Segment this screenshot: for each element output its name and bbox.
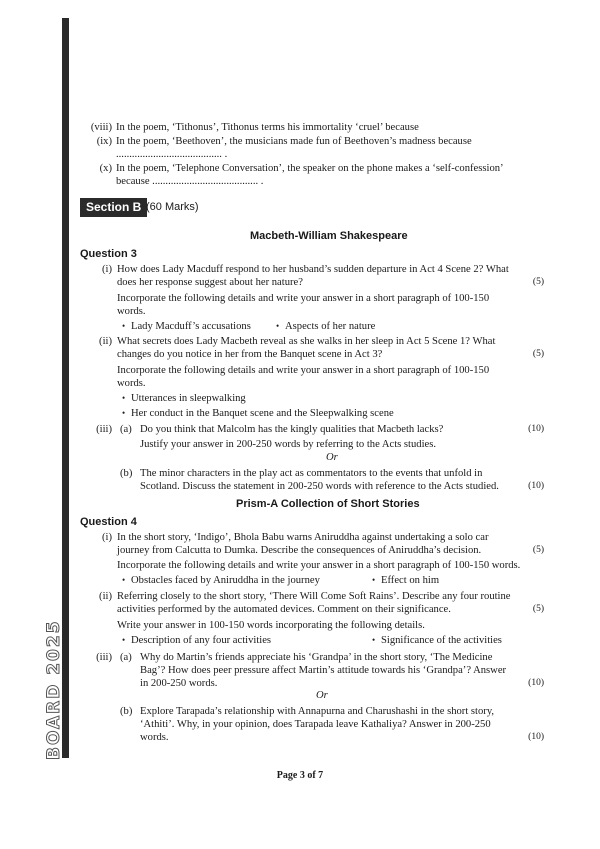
instruction-text: words.	[117, 306, 146, 317]
question-text: ........................................ .	[116, 149, 228, 160]
instruction-text: Incorporate the following details and write your answer in a short paragraph of 100-150	[117, 365, 490, 376]
question-text: In the poem, ‘Tithonus’, Tithonus terms his immortality ‘cruel’ because	[116, 122, 419, 133]
page-number: Page 3 of 7	[276, 770, 324, 781]
question-text: Why do Martin’s friends appreciate his ‘Grandpa’ in the short story, ‘The Medicine	[140, 652, 493, 663]
or-separator: Or	[326, 452, 338, 463]
subitem-number: (b)	[120, 706, 133, 717]
subitem-number: (b)	[120, 468, 133, 479]
marks: (5)	[532, 604, 544, 614]
question-text: does her response suggest about her nature?	[117, 277, 303, 288]
bullet-item: • Aspects of her nature	[285, 320, 375, 333]
question-text: in 200-250 words.	[140, 678, 218, 689]
question-text: changes do you notice in her from the Banquet scene in Act 3?	[117, 349, 383, 360]
marks: (10)	[528, 424, 544, 434]
question-text: Scotland. Discuss the statement in 200-250 words with reference to the Acts studied.	[140, 481, 499, 492]
marks: (5)	[532, 349, 544, 359]
item-number: (ix)	[96, 136, 112, 147]
item-number: (viii)	[90, 122, 112, 133]
question-text: Do you think that Malcolm has the kingly qualities that Macbeth lacks?	[140, 424, 444, 435]
macbeth-title: Macbeth-William Shakespeare	[250, 230, 408, 242]
question-text: journey from Calcutta to Dumka. Describe the consequences of Aniruddha’s decision.	[117, 545, 482, 556]
instruction-text: Incorporate the following details and write your answer in a short paragraph of 100-150	[117, 293, 490, 304]
item-number: (iii)	[96, 424, 112, 435]
question-text: The minor characters in the play act as commentators to the events that unfold in	[140, 468, 483, 479]
prism-title: Prism-A Collection of Short Stories	[236, 498, 420, 510]
question-text: In the poem, ‘Telephone Conversation’, the speaker on the phone makes a ‘self-confession’	[116, 163, 504, 174]
bullet-item: • Lady Macduff’s accusations	[131, 320, 251, 333]
question-text: Bag’? How does peer pressure affect Martin’s attitude towards his ‘Grandpa’? Answer	[140, 665, 507, 676]
marks: (5)	[532, 545, 544, 555]
question-text: In the poem, ‘Beethoven’, the musicians made fun of Beethoven’s madness because	[116, 136, 472, 147]
question-text: What secrets does Lady Macbeth reveal as she walks in her sleep in Act 5 Scene 1? What	[117, 336, 496, 347]
question-text: words.	[140, 732, 169, 743]
marks: (10)	[528, 678, 544, 688]
marks: (10)	[528, 481, 544, 491]
question-text: because ........................................ .	[116, 176, 264, 187]
item-number: (iii)	[96, 652, 112, 663]
board-watermark: BOARD 2025	[44, 619, 64, 760]
marks: (10)	[528, 732, 544, 742]
question-text: ‘Athiti’. Why, in your opinion, does Tarapada leave Kathaliya? Answer in 200-250	[140, 719, 491, 730]
instruction-text: words.	[117, 378, 146, 389]
subitem-number: (a)	[120, 652, 132, 663]
bullet-item: • Her conduct in the Banquet scene and the Sleepwalking scene	[131, 407, 394, 420]
question-text: In the short story, ‘Indigo’, Bhola Babu warns Aniruddha against undertaking a solo car	[117, 532, 489, 543]
section-badge: Section B	[80, 198, 147, 217]
question-text: Referring closely to the short story, ‘There Will Come Soft Rains’. Describe any four routine	[117, 591, 511, 602]
item-number: (ii)	[99, 591, 112, 602]
instruction-text: Write your answer in 100-150 words incorporating the following details.	[117, 620, 425, 631]
marks: (5)	[532, 277, 544, 287]
bullet-item: • Description of any four activities	[131, 634, 271, 647]
question-text: How does Lady Macduff respond to her husband’s sudden departure in Act 4 Scene 2? What	[117, 264, 509, 275]
question-text: Justify your answer in 200-250 words by referring to the Acts studies.	[140, 439, 436, 450]
question-4-heading: Question 4	[80, 516, 137, 528]
item-number: (ii)	[99, 336, 112, 347]
bullet-item: • Significance of the activities	[381, 634, 502, 647]
item-number: (x)	[99, 163, 112, 174]
bullet-item: • Utterances in sleepwalking	[131, 392, 246, 405]
or-separator: Or	[316, 690, 328, 701]
bullet-item: • Effect on him	[381, 574, 439, 587]
subitem-number: (a)	[120, 424, 132, 435]
item-number: (i)	[102, 264, 112, 275]
bullet-item: • Obstacles faced by Aniruddha in the journey	[131, 574, 320, 587]
question-text: Explore Tarapada’s relationship with Annapurna and Charushashi in the short story,	[140, 706, 495, 717]
item-number: (i)	[102, 532, 112, 543]
section-marks: (60 Marks)	[146, 201, 199, 213]
question-text: activities performed by the automated devices. Comment on their significance.	[117, 604, 451, 615]
question-3-heading: Question 3	[80, 248, 137, 260]
instruction-text: Incorporate the following details and write your answer in a short paragraph of 100-150 words.	[117, 560, 521, 571]
